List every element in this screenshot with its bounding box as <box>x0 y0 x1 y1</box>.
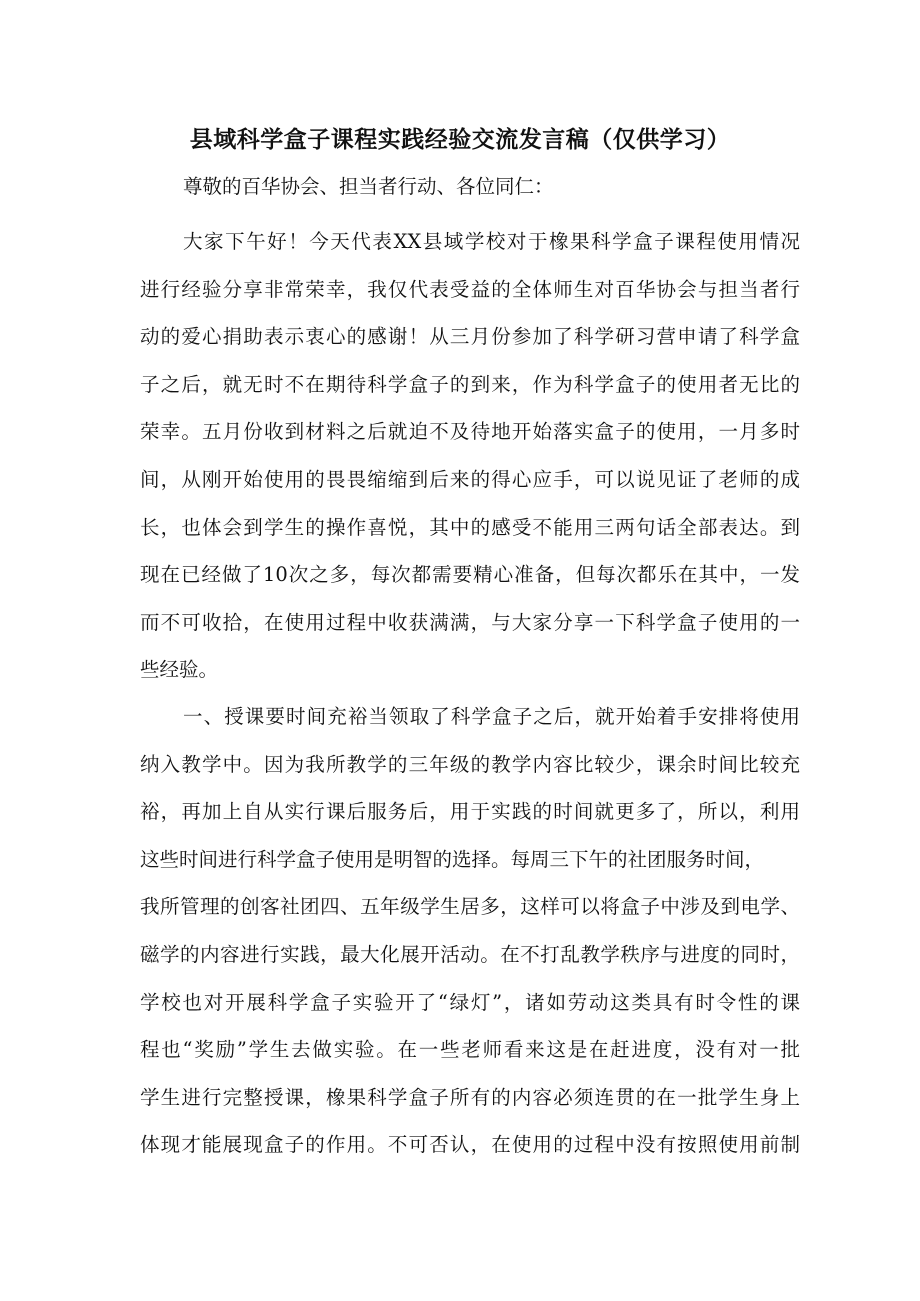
paragraph-line: 荣幸。五月份收到材料之后就迫不及待地开始落实盒子的使用，一月多时 <box>140 420 800 444</box>
paragraph-line: 程也“奖励”学生去做实验。在一些老师看来这是在赶进度，没有对一批 <box>140 1038 800 1062</box>
paragraph-opening <box>140 218 800 694</box>
paragraph-line: 体现才能展现盒子的作用。不可否认，在使用的过程中没有按照使用前制 <box>140 1133 800 1157</box>
paragraph-line: 这些时间进行科学盒子使用是明智的选择。每周三下午的社团服务时间， <box>140 847 765 871</box>
paragraph-line: 一、授课要时间充裕当领取了科学盒子之后，就开始着手安排将使用 <box>183 705 800 728</box>
paragraph-section-one <box>140 693 800 1169</box>
paragraph-line: 裕，再加上自从实行课后服务后，用于实践的时间就更多了，所以，利用 <box>140 800 800 824</box>
paragraph-line: 长，也体会到学生的操作喜悦，其中的感受不能用三两句话全部表达。到 <box>140 515 800 539</box>
paragraph-line: 磁学的内容进行实践，最大化展开活动。在不打乱教学秩序与进度的同时， <box>140 942 800 966</box>
paragraph-line: 子之后，就无时不在期待科学盒子的到来，作为科学盒子的使用者无比的 <box>140 372 800 396</box>
paragraph-line: 进行经验分享非常荣幸，我仅代表受益的全体师生对百华协会与担当者行 <box>140 277 800 301</box>
paragraph-line: 我所管理的创客社团四、五年级学生居多，这样可以将盒子中涉及到电学、 <box>140 895 800 919</box>
greeting-line: 尊敬的百华协会、担当者行动、各位同仁： <box>183 175 554 198</box>
paragraph-line: 现在已经做了10次之多，每次都需要精心准备，但每次都乐在其中，一发 <box>140 563 800 587</box>
paragraph-line: 动的爱心捐助表示衷心的感谢！从三月份参加了科学研习营申请了科学盒 <box>140 325 800 349</box>
paragraph-line: 纳入教学中。因为我所教学的三年级的教学内容比较少，课余时间比较充 <box>140 752 800 776</box>
paragraph-line: 学校也对开展科学盒子实验开了“绿灯”，诸如劳动这类具有时令性的课 <box>140 990 800 1014</box>
paragraph-line: 而不可收拾，在使用过程中收获满满，与大家分享一下科学盒子使用的一 <box>140 610 800 634</box>
paragraph-line: 大家下午好！今天代表XX县域学校对于橡果科学盒子课程使用情况 <box>183 230 800 253</box>
document-title: 县域科学盒子课程实践经验交流发言稿（仅供学习） <box>189 126 731 153</box>
paragraph-line: 学生进行完整授课，橡果科学盒子所有的内容必须连贯的在一批学生身上 <box>140 1085 800 1109</box>
paragraph-line: 些经验。 <box>140 658 219 682</box>
paragraph-line: 间，从刚开始使用的畏畏缩缩到后来的得心应手，可以说见证了老师的成 <box>140 467 800 491</box>
